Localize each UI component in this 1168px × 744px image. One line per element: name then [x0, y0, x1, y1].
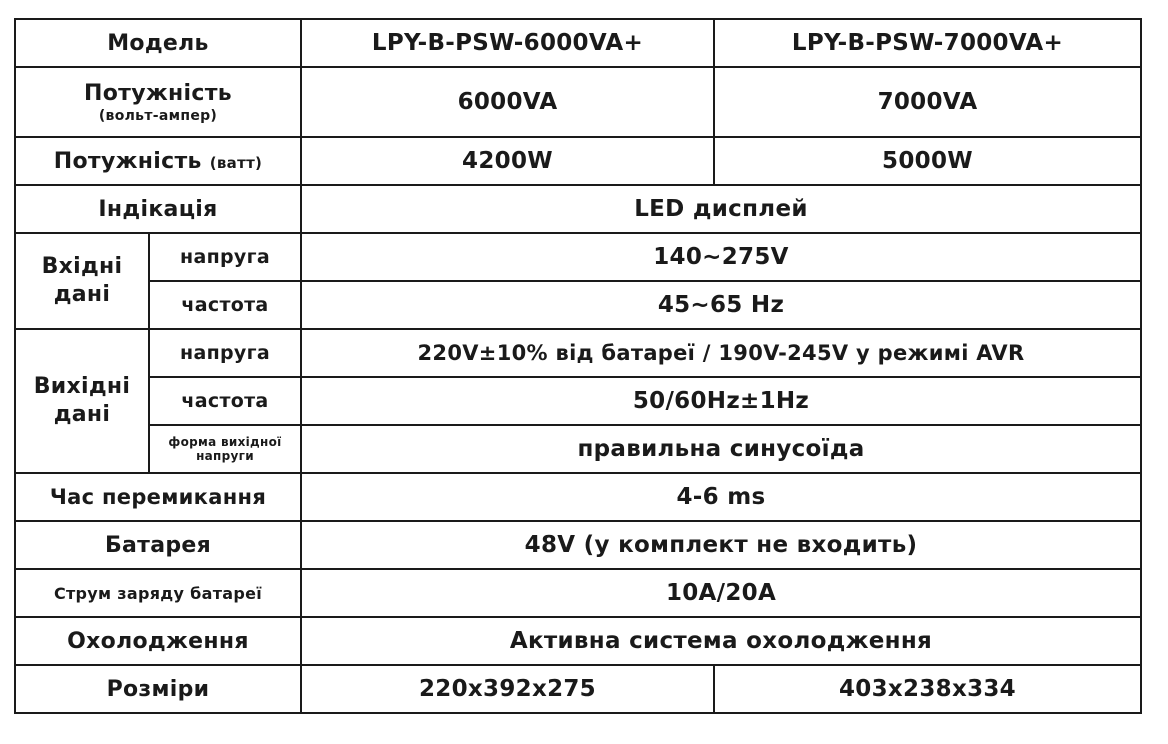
input-voltage-value: 140~275V	[301, 233, 1141, 281]
power-va-label: Потужність	[84, 81, 232, 106]
spec-table	[14, 18, 1142, 714]
output-frequency-value: 50/60Hz±1Hz	[301, 377, 1141, 425]
switch-time-value: 4-6 ms	[301, 473, 1141, 521]
row-model	[15, 19, 1141, 67]
row-cooling	[15, 617, 1141, 665]
output-label-line1: Вихідні	[33, 374, 131, 399]
row-input-frequency	[15, 281, 1141, 329]
input-label-line1: Вхідні	[41, 254, 123, 279]
charge-current-value: 10A/20A	[301, 569, 1141, 617]
indication-label: Індікація	[15, 185, 301, 233]
input-frequency-label: частота	[149, 281, 301, 329]
input-group-label-cell	[15, 233, 149, 329]
power-w-label: Потужність	[53, 148, 202, 174]
dimensions-value-2: 403x238x334	[714, 665, 1141, 713]
output-waveform-label-line1: форма вихідної	[168, 435, 282, 449]
power-w-value-2: 5000W	[714, 137, 1141, 185]
output-waveform-label-line2: напруги	[196, 449, 254, 463]
cooling-value: Активна система охолодження	[301, 617, 1141, 665]
row-output-frequency	[15, 377, 1141, 425]
power-w-label-cell	[15, 137, 301, 185]
row-output-voltage	[15, 329, 1141, 377]
power-va-note: (вольт-ампер)	[98, 108, 218, 124]
row-power-va	[15, 67, 1141, 137]
dimensions-label: Розміри	[15, 665, 301, 713]
row-power-w	[15, 137, 1141, 185]
power-va-value-2: 7000VA	[714, 67, 1141, 137]
dimensions-value-1: 220x392x275	[301, 665, 714, 713]
input-frequency-value: 45~65 Hz	[301, 281, 1141, 329]
model-value-1: LPY-B-PSW-6000VA+	[301, 19, 714, 67]
row-charge-current	[15, 569, 1141, 617]
power-w-note: (ватт)	[209, 153, 263, 172]
battery-label: Батарея	[15, 521, 301, 569]
model-value-2: LPY-B-PSW-7000VA+	[714, 19, 1141, 67]
input-label-line2: дані	[53, 282, 111, 307]
indication-value: LED дисплей	[301, 185, 1141, 233]
power-va-value-1: 6000VA	[301, 67, 714, 137]
row-output-waveform	[15, 425, 1141, 473]
output-label-line2: дані	[53, 402, 111, 427]
row-battery	[15, 521, 1141, 569]
power-va-label-cell	[15, 67, 301, 137]
output-waveform-value: правильна синусоїда	[301, 425, 1141, 473]
row-indication	[15, 185, 1141, 233]
power-w-value-1: 4200W	[301, 137, 714, 185]
output-waveform-label-cell	[149, 425, 301, 473]
output-group-label-cell	[15, 329, 149, 473]
row-switch-time	[15, 473, 1141, 521]
model-label: Модель	[15, 19, 301, 67]
cooling-label: Охолодження	[15, 617, 301, 665]
output-voltage-value: 220V±10% від батареї / 190V-245V у режимі AVR	[301, 329, 1141, 377]
battery-value: 48V (у комплект не входить)	[301, 521, 1141, 569]
output-voltage-label: напруга	[149, 329, 301, 377]
row-dimensions	[15, 665, 1141, 713]
input-voltage-label: напруга	[149, 233, 301, 281]
row-input-voltage	[15, 233, 1141, 281]
output-frequency-label: частота	[149, 377, 301, 425]
charge-current-label: Струм заряду батареї	[15, 569, 301, 617]
switch-time-label: Час перемикання	[15, 473, 301, 521]
